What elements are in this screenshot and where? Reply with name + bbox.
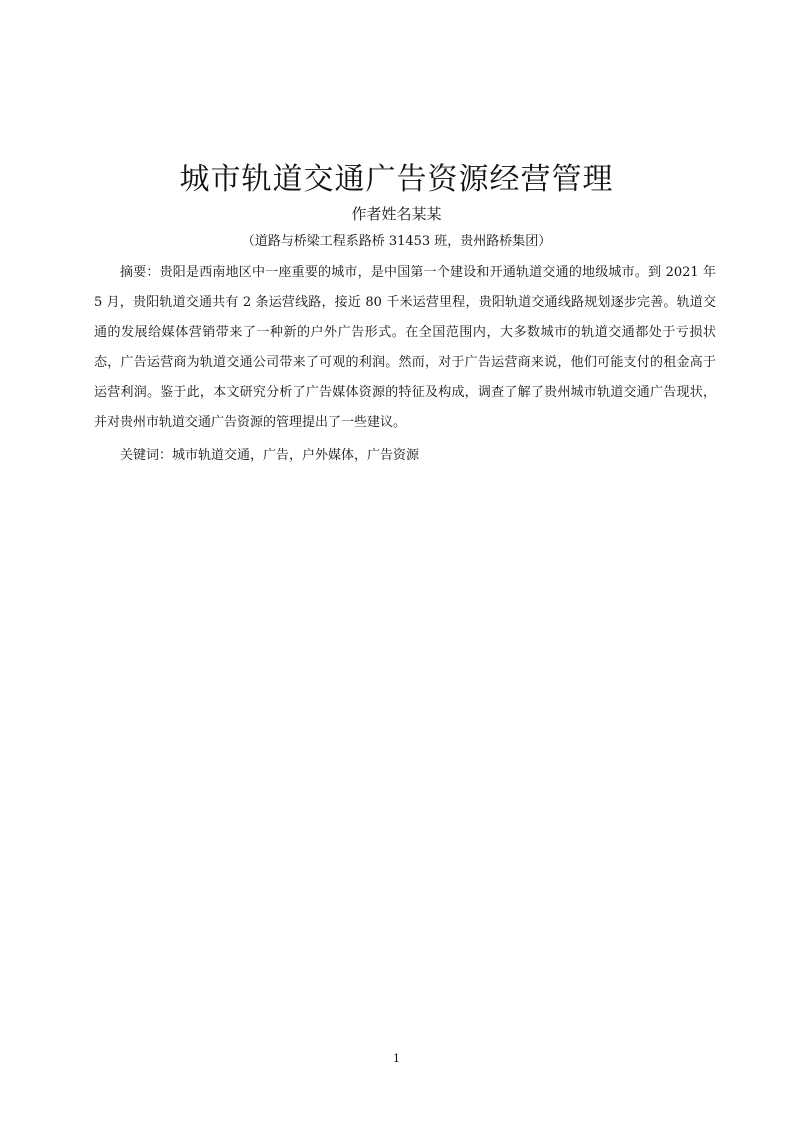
author-name: 作者姓名某某: [351, 205, 442, 223]
page-title: 城市轨道交通广告资源经营管理: [179, 162, 614, 197]
author-affiliation: （道路与桥梁工程系路桥 31453 班，贵州路桥集团）: [241, 234, 552, 249]
abstract-paragraph: 摘要：贵阳是西南地区中一座重要的城市，是中国第一个建设和开通轨道交通的地级城市。到 2021 年 5 月，贵阳轨道交通共有 2 条运营线路，接近 80 千米运营里程，贵阳轨道交通线路规划逐步完善。轨道交通的发展给媒体营销带来了一种新的户外广告形式。在全国范围内，大多数城市的轨道交通都处于亏损状态，广告运营商为轨道交通公司带来了可观的利润。然而，对于广告运营商来说，他们可能支付的租金高于运营利润。鉴于此，本文研究分析了广告媒体资源的特征及构成，调查了解了贵州城市轨道交通广告现状，并对贵州市轨道交通广告资源的管理提出了一些建议。: [94, 265, 716, 430]
page-number: 1: [393, 1052, 400, 1065]
keywords-paragraph: 关键词：城市轨道交通，广告，户外媒体，广告资源: [120, 448, 420, 463]
